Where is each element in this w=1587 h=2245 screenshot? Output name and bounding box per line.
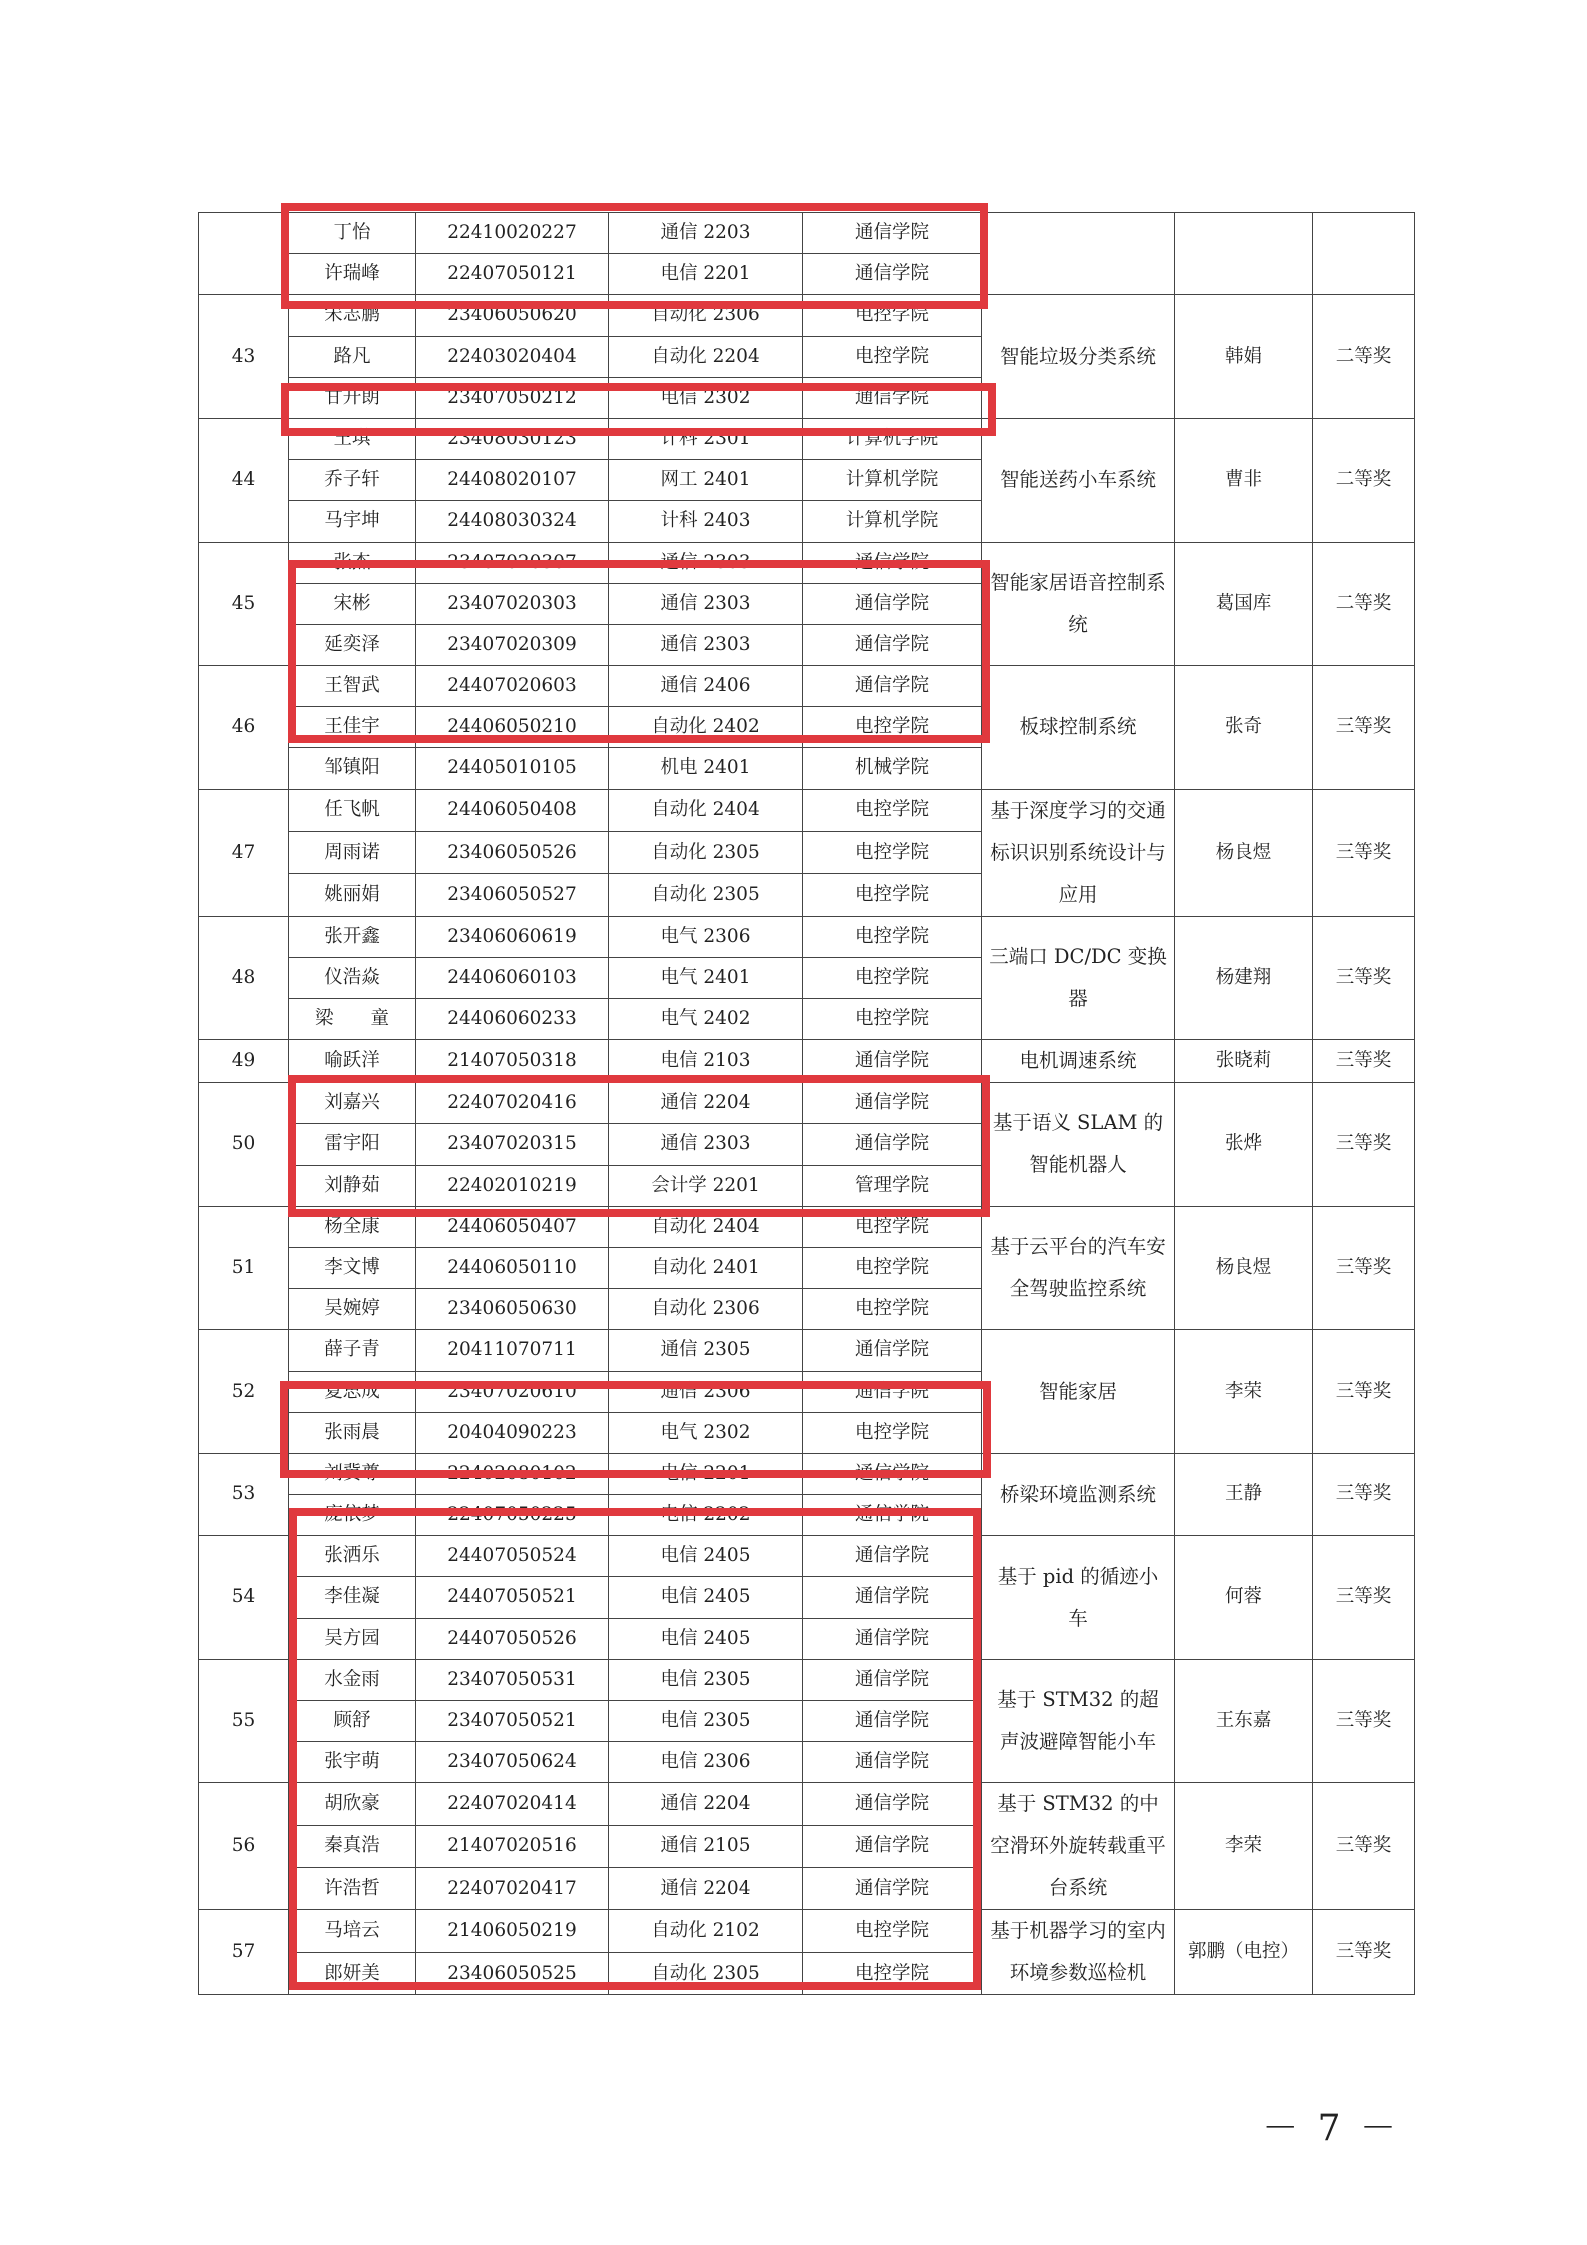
table-row [199,1536,1415,1577]
member-name: 顾舒 [289,1701,416,1742]
project-title: 三端口 DC/DC 变换器 [982,916,1175,1040]
advisor-name: 杨良煜 [1175,789,1313,916]
award-level: 三等奖 [1313,1330,1415,1454]
advisor-name: 杨建翔 [1175,916,1313,1040]
college-name: 电控学院 [803,789,982,831]
member-name: 宋彬 [289,583,416,624]
member-name: 张洒乐 [289,1536,416,1577]
group-number [199,213,289,295]
student-id: 22407020417 [416,1868,609,1910]
class-name: 电信 2405 [609,1618,803,1659]
member-name: 张开鑫 [289,916,416,957]
table-row [199,1040,1415,1083]
award-level: 三等奖 [1313,1206,1415,1330]
class-name: 机电 2401 [609,748,803,789]
group-number: 47 [199,789,289,916]
student-id: 23407020303 [416,583,609,624]
college-name: 电控学院 [803,999,982,1040]
college-name: 电控学院 [803,707,982,748]
college-name: 电控学院 [803,1910,982,1953]
advisor-name: 张晓莉 [1175,1040,1313,1083]
college-name: 通信学院 [803,1659,982,1700]
award-level: 三等奖 [1313,1910,1415,1995]
table-row [199,295,1415,336]
member-name: 周雨诺 [289,831,416,873]
member-name: 延奕泽 [289,624,416,665]
project-title: 电机调速系统 [982,1040,1175,1083]
college-name: 通信学院 [803,583,982,624]
student-id: 22403020404 [416,336,609,377]
class-name: 通信 2204 [609,1083,803,1124]
college-name: 通信学院 [803,1577,982,1618]
member-name: 许瑞峰 [289,254,416,295]
college-name: 通信学院 [803,1330,982,1371]
table-row [199,1083,1415,1124]
class-name: 通信 2303 [609,624,803,665]
member-name: 秦真浩 [289,1825,416,1867]
student-id: 24406060233 [416,999,609,1040]
award-level: 二等奖 [1313,542,1415,666]
student-id: 21406050219 [416,1910,609,1953]
group-number: 50 [199,1083,289,1207]
class-name: 计科 2301 [609,418,803,459]
advisor-name: 郭鹏（电控） [1175,1910,1313,1995]
member-name: 张宇萌 [289,1742,416,1783]
group-number: 45 [199,542,289,666]
award-level: 二等奖 [1313,295,1415,419]
college-name: 电控学院 [803,1247,982,1288]
student-id: 24406060103 [416,957,609,998]
project-title: 板球控制系统 [982,666,1175,790]
college-name: 管理学院 [803,1165,982,1206]
class-name: 通信 2204 [609,1783,803,1825]
college-name: 计算机学院 [803,418,982,459]
student-id: 23406050527 [416,874,609,916]
college-name: 通信学院 [803,377,982,418]
member-name: 胡欣豪 [289,1783,416,1825]
project-title: 基于 pid 的循迹小车 [982,1536,1175,1660]
college-name: 通信学院 [803,1453,982,1494]
class-name: 电信 2103 [609,1040,803,1083]
member-name: 薛子青 [289,1330,416,1371]
advisor-name: 李荣 [1175,1783,1313,1910]
college-name: 通信学院 [803,1124,982,1165]
group-number: 54 [199,1536,289,1660]
student-id: 23407020307 [416,542,609,583]
college-name: 计算机学院 [803,460,982,501]
member-name: 梁 童 [289,999,416,1040]
member-name: 许浩哲 [289,1868,416,1910]
student-id: 23406060619 [416,916,609,957]
student-id: 24406050408 [416,789,609,831]
class-name: 通信 2204 [609,1868,803,1910]
member-name: 张雨晨 [289,1412,416,1453]
table-row [199,1453,1415,1494]
class-name: 通信 2105 [609,1825,803,1867]
class-name: 通信 2303 [609,1124,803,1165]
class-name: 网工 2401 [609,460,803,501]
class-name: 自动化 2102 [609,1910,803,1953]
group-number: 55 [199,1659,289,1783]
college-name: 通信学院 [803,254,982,295]
student-id: 23407020315 [416,1124,609,1165]
class-name: 自动化 2305 [609,874,803,916]
member-name: 丁怡 [289,213,416,254]
college-name: 机械学院 [803,748,982,789]
member-name: 雷宇阳 [289,1124,416,1165]
class-name: 通信 2406 [609,666,803,707]
student-id: 22402010219 [416,1165,609,1206]
college-name: 电控学院 [803,1289,982,1330]
advisor-name: 葛国库 [1175,542,1313,666]
award-level: 三等奖 [1313,1536,1415,1660]
student-id: 22407050225 [416,1495,609,1536]
member-name: 王智武 [289,666,416,707]
member-name: 吴方园 [289,1618,416,1659]
class-name: 自动化 2404 [609,789,803,831]
project-title: 基于 STM32 的超声波避障智能小车 [982,1659,1175,1783]
class-name: 自动化 2402 [609,707,803,748]
college-name: 电控学院 [803,1952,982,1995]
college-name: 电控学院 [803,916,982,957]
college-name: 计算机学院 [803,501,982,542]
project-title: 基于深度学习的交通标识识别系统设计与应用 [982,789,1175,916]
member-name: 邹镇阳 [289,748,416,789]
class-name: 电信 2302 [609,377,803,418]
class-name: 电气 2401 [609,957,803,998]
class-name: 自动化 2404 [609,1206,803,1247]
college-name: 电控学院 [803,831,982,873]
table-row [199,542,1415,583]
advisor-name: 张奇 [1175,666,1313,790]
college-name: 通信学院 [803,1618,982,1659]
group-number: 53 [199,1453,289,1535]
student-id: 24408030324 [416,501,609,542]
college-name: 通信学院 [803,1868,982,1910]
member-name: 李文博 [289,1247,416,1288]
member-name: 张杰 [289,542,416,583]
college-name: 通信学院 [803,1536,982,1577]
student-id: 24406050210 [416,707,609,748]
class-name: 计科 2403 [609,501,803,542]
student-id: 24406050110 [416,1247,609,1288]
student-id: 22407020414 [416,1783,609,1825]
table-row [199,789,1415,831]
student-id: 23407020610 [416,1371,609,1412]
project-title: 基于语义 SLAM 的智能机器人 [982,1083,1175,1207]
college-name: 通信学院 [803,1742,982,1783]
student-id: 24407020603 [416,666,609,707]
member-name: 李佳凝 [289,1577,416,1618]
class-name: 通信 2303 [609,583,803,624]
college-name: 电控学院 [803,295,982,336]
college-name: 通信学院 [803,1825,982,1867]
award-level: 三等奖 [1313,666,1415,790]
class-name: 自动化 2305 [609,831,803,873]
college-name: 电控学院 [803,1412,982,1453]
member-name: 王佳宇 [289,707,416,748]
advisor-name: 张烨 [1175,1083,1313,1207]
student-id: 24407050524 [416,1536,609,1577]
advisor-name: 李荣 [1175,1330,1313,1454]
group-number: 51 [199,1206,289,1330]
project-title: 智能送药小车系统 [982,418,1175,542]
award-level: 三等奖 [1313,1783,1415,1910]
member-name: 乔子轩 [289,460,416,501]
class-name: 通信 2203 [609,213,803,254]
class-name: 电信 2405 [609,1536,803,1577]
member-name: 甘开朗 [289,377,416,418]
student-id: 23406050630 [416,1289,609,1330]
college-name: 通信学院 [803,1040,982,1083]
project-title [982,213,1175,295]
member-name: 庞依梦 [289,1495,416,1536]
student-id: 24408020107 [416,460,609,501]
class-name: 自动化 2305 [609,1952,803,1995]
student-id: 22407020416 [416,1083,609,1124]
college-name: 通信学院 [803,666,982,707]
class-name: 电信 2202 [609,1495,803,1536]
group-number: 46 [199,666,289,790]
advisor-name: 何蓉 [1175,1536,1313,1660]
college-name: 通信学院 [803,624,982,665]
student-id: 24407050521 [416,1577,609,1618]
college-name: 电控学院 [803,874,982,916]
class-name: 电信 2305 [609,1659,803,1700]
award-level: 三等奖 [1313,1040,1415,1083]
member-name: 任飞帆 [289,789,416,831]
member-name: 刘嘉兴 [289,1083,416,1124]
college-name: 通信学院 [803,213,982,254]
award-level: 三等奖 [1313,1453,1415,1535]
member-name: 郎妍美 [289,1952,416,1995]
table-row [199,1206,1415,1247]
student-id: 24405010105 [416,748,609,789]
group-number: 44 [199,418,289,542]
group-number: 49 [199,1040,289,1083]
student-id: 21407050318 [416,1040,609,1083]
advisor-name: 曹非 [1175,418,1313,542]
member-name: 仪浩焱 [289,957,416,998]
student-id: 20404090223 [416,1412,609,1453]
student-id: 24406050407 [416,1206,609,1247]
table-row [199,1330,1415,1371]
class-name: 自动化 2306 [609,295,803,336]
member-name: 刘冀尊 [289,1453,416,1494]
member-name: 刘静茹 [289,1165,416,1206]
member-name: 夏思成 [289,1371,416,1412]
advisor-name: 王东嘉 [1175,1659,1313,1783]
college-name: 通信学院 [803,1371,982,1412]
project-title: 智能家居 [982,1330,1175,1454]
student-id: 23408030123 [416,418,609,459]
award-level: 三等奖 [1313,1083,1415,1207]
class-name: 电气 2402 [609,999,803,1040]
group-number: 43 [199,295,289,419]
award-level: 二等奖 [1313,418,1415,542]
group-number: 57 [199,1910,289,1995]
table-row [199,1659,1415,1700]
college-name: 通信学院 [803,542,982,583]
member-name: 喻跃洋 [289,1040,416,1083]
class-name: 自动化 2204 [609,336,803,377]
award-level: 三等奖 [1313,789,1415,916]
member-name: 宋志鹏 [289,295,416,336]
class-name: 电气 2302 [609,1412,803,1453]
student-id: 23406050620 [416,295,609,336]
class-name: 会计学 2201 [609,1165,803,1206]
class-name: 通信 2303 [609,542,803,583]
student-id: 23407050624 [416,1742,609,1783]
group-number: 48 [199,916,289,1040]
award-level: 三等奖 [1313,1659,1415,1783]
class-name: 电信 2201 [609,254,803,295]
table-row [199,1910,1415,1953]
student-id: 23407050212 [416,377,609,418]
student-id: 23406050525 [416,1952,609,1995]
project-title: 基于 STM32 的中空滑环外旋转载重平台系统 [982,1783,1175,1910]
class-name: 电信 2201 [609,1453,803,1494]
project-title: 智能垃圾分类系统 [982,295,1175,419]
advisor-name [1175,213,1313,295]
table-row [199,916,1415,957]
group-number: 52 [199,1330,289,1454]
class-name: 电信 2305 [609,1701,803,1742]
student-id: 22407050121 [416,254,609,295]
table-row [199,213,1415,254]
college-name: 电控学院 [803,336,982,377]
college-name: 电控学院 [803,957,982,998]
advisor-name: 王静 [1175,1453,1313,1535]
member-name: 吴婉婷 [289,1289,416,1330]
advisor-name: 杨良煜 [1175,1206,1313,1330]
student-id: 23407020309 [416,624,609,665]
student-id: 23406050526 [416,831,609,873]
page-number: － 7 － [1262,2108,1400,2149]
member-name: 姚丽娟 [289,874,416,916]
student-id: 22410020227 [416,213,609,254]
project-title: 桥梁环境监测系统 [982,1453,1175,1535]
member-name: 马宇坤 [289,501,416,542]
member-name: 路凡 [289,336,416,377]
student-id: 24407050526 [416,1618,609,1659]
student-id: 23407050521 [416,1701,609,1742]
project-title: 基于机器学习的室内环境参数巡检机 [982,1910,1175,1995]
table-row [199,666,1415,707]
member-name: 马培云 [289,1910,416,1953]
class-name: 自动化 2306 [609,1289,803,1330]
student-id: 21407020516 [416,1825,609,1867]
class-name: 自动化 2401 [609,1247,803,1288]
college-name: 通信学院 [803,1783,982,1825]
college-name: 通信学院 [803,1083,982,1124]
award-level: 三等奖 [1313,916,1415,1040]
awards-table [198,212,1415,1995]
class-name: 电气 2306 [609,916,803,957]
award-level [1313,213,1415,295]
student-id: 23407050531 [416,1659,609,1700]
advisor-name: 韩娟 [1175,295,1313,419]
student-id: 22402080102 [416,1453,609,1494]
college-name: 通信学院 [803,1495,982,1536]
college-name: 电控学院 [803,1206,982,1247]
member-name: 王琪 [289,418,416,459]
class-name: 通信 2306 [609,1371,803,1412]
class-name: 通信 2305 [609,1330,803,1371]
table-row [199,418,1415,459]
member-name: 杨全康 [289,1206,416,1247]
class-name: 电信 2306 [609,1742,803,1783]
student-id: 20411070711 [416,1330,609,1371]
group-number: 56 [199,1783,289,1910]
class-name: 电信 2405 [609,1577,803,1618]
college-name: 通信学院 [803,1701,982,1742]
project-title: 智能家居语音控制系统 [982,542,1175,666]
member-name: 水金雨 [289,1659,416,1700]
project-title: 基于云平台的汽车安全驾驶监控系统 [982,1206,1175,1330]
table-row [199,1783,1415,1825]
